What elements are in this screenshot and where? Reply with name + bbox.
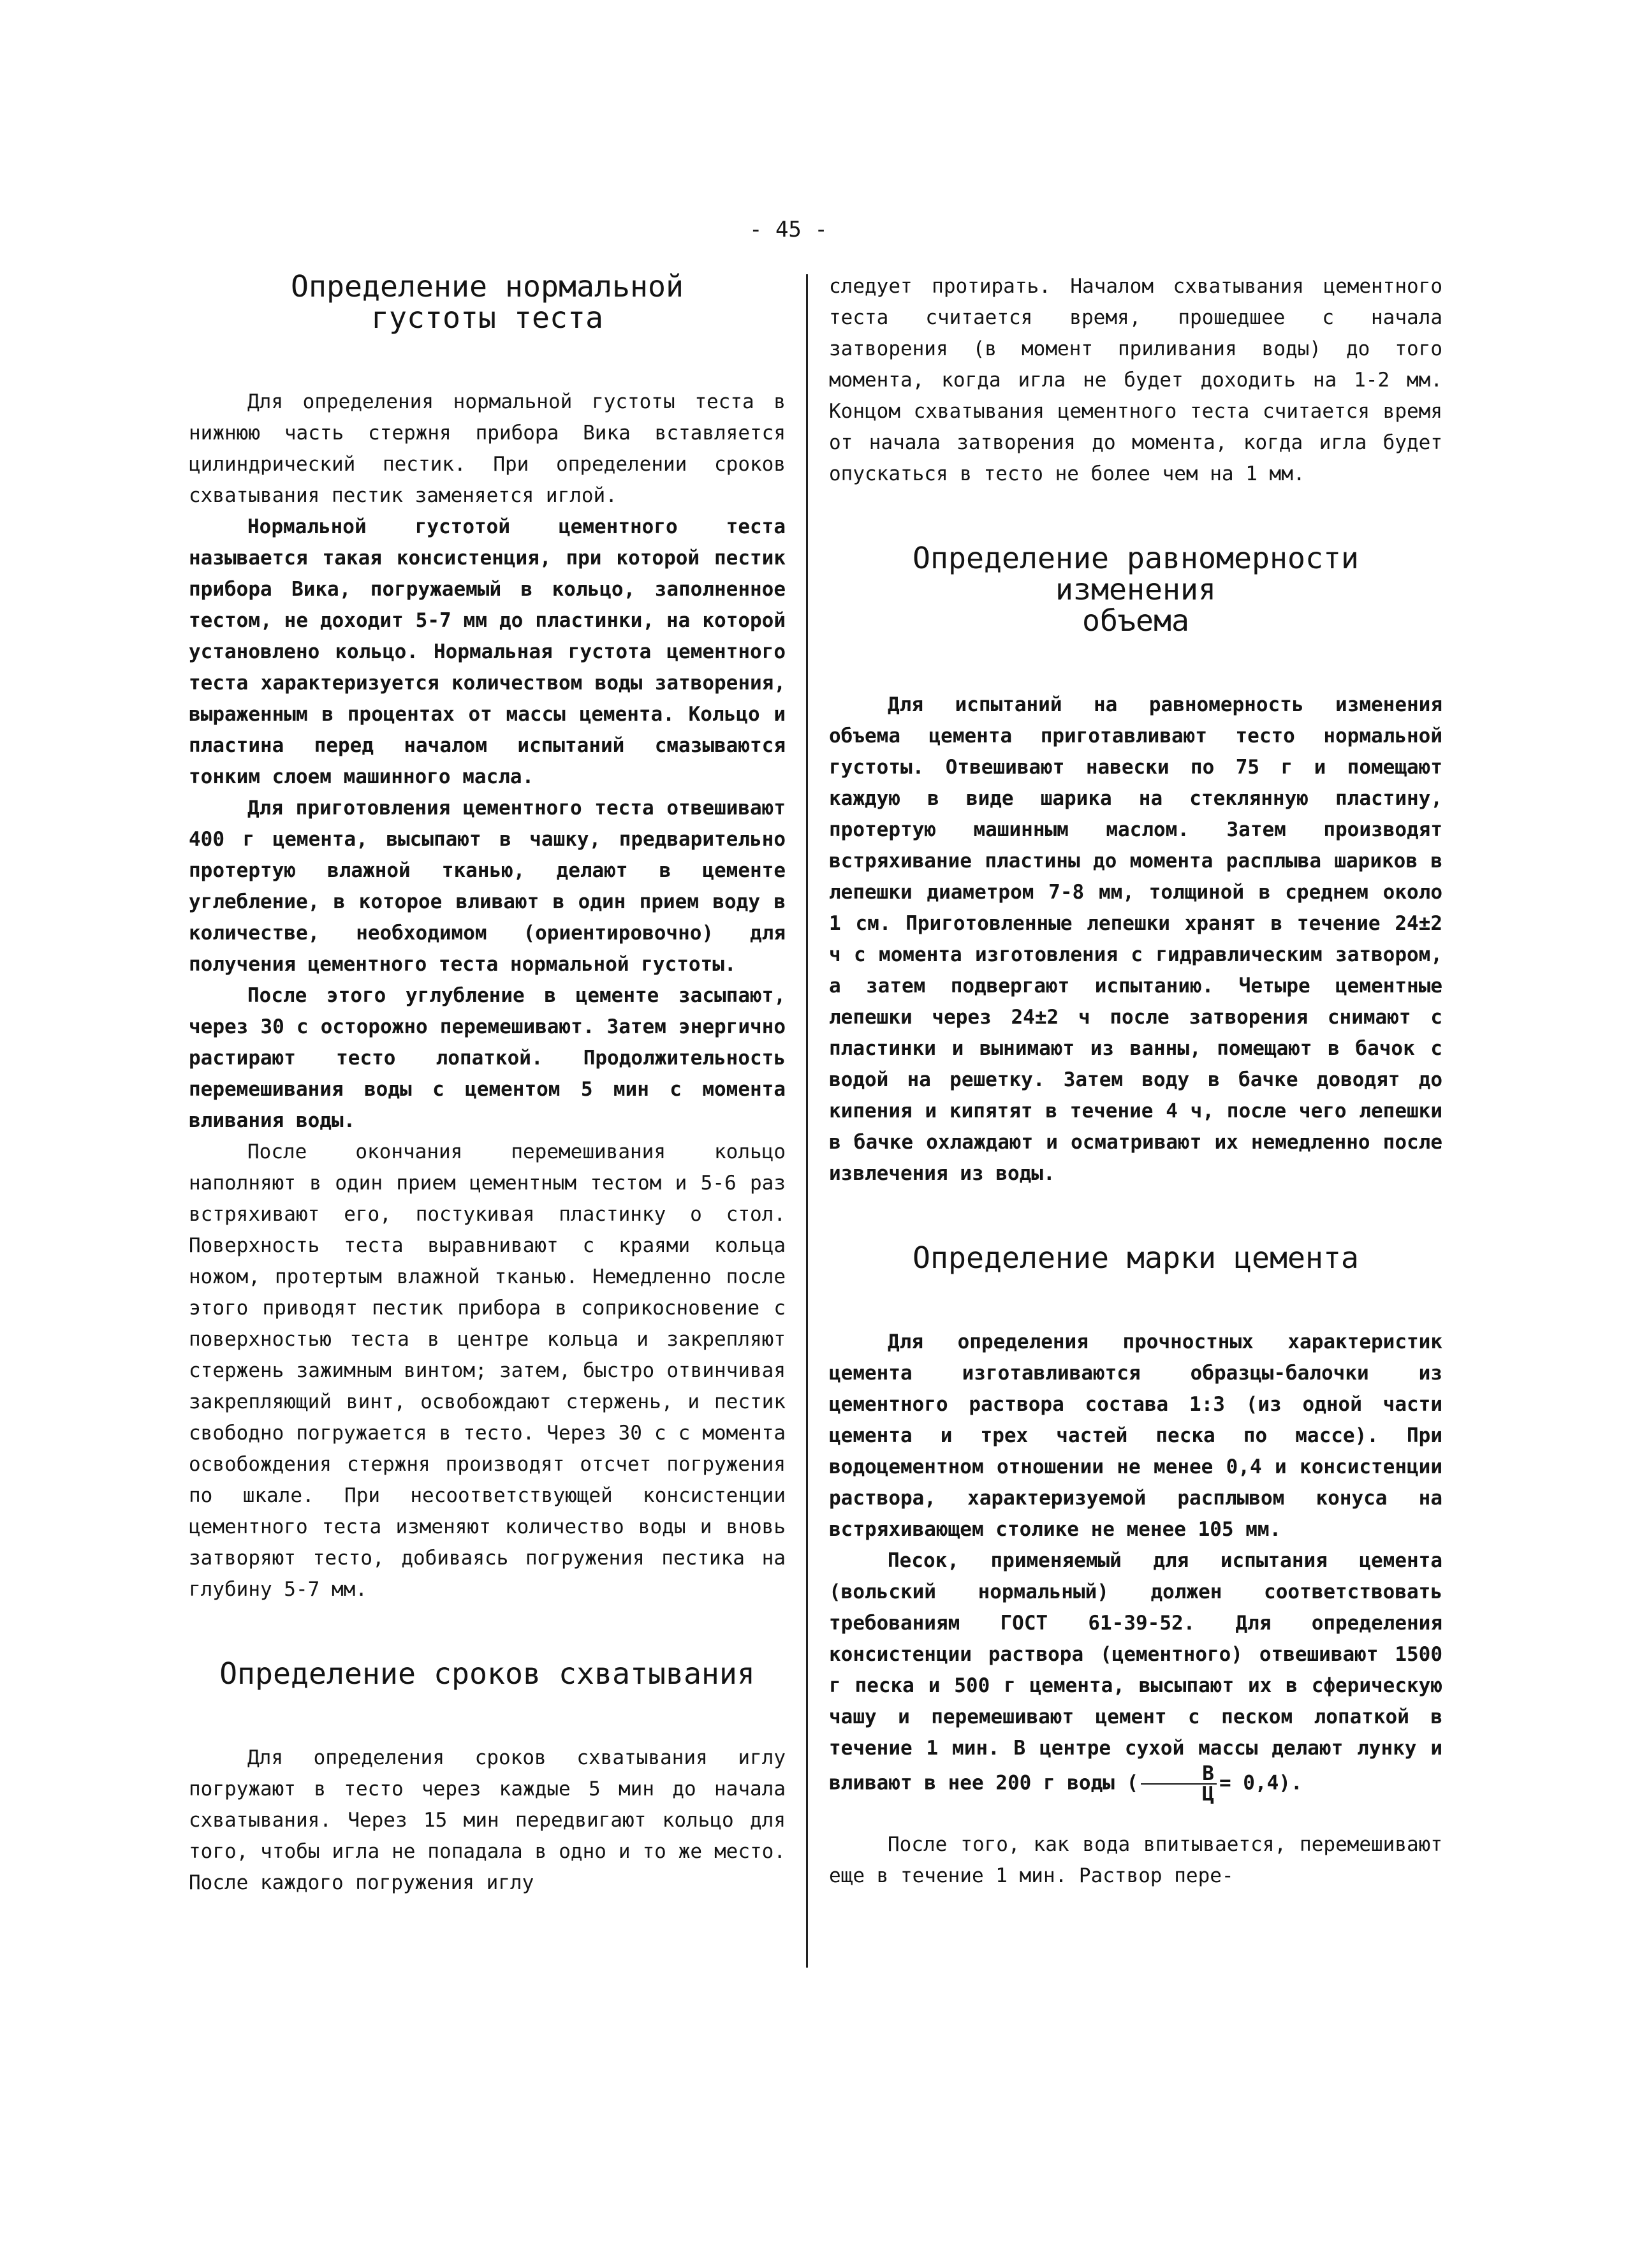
page-number: - 45 - bbox=[749, 217, 828, 242]
heading-cement-grade: Определение марки цемента bbox=[913, 1241, 1359, 1275]
fraction-denominator: Ц bbox=[1202, 1783, 1214, 1806]
heading-line: объема bbox=[1082, 603, 1189, 638]
fraction-numerator: В bbox=[1141, 1764, 1217, 1785]
paragraph: Для определения сроков схватывания иглу погружают в тесто через каждые 5 мин до начала схватывания. Через 15 мин передвигают кольцо для того, чтобы игла не попадала в одно и то же место. После каждого погружения иглу bbox=[189, 1746, 786, 1894]
fraction bbox=[1141, 1764, 1217, 1804]
left-column bbox=[189, 271, 786, 1899]
paragraph-group bbox=[829, 1829, 1442, 1892]
paragraph: После окончания перемешивания кольцо наполняют в один прием цементным тестом и 5-6 раз встряхивают его, постукивая пластинку о стол. Поверхность теста выравнивают с краями кольца ножом, протертым влажной тканью. Немедленно после этого приводят пестик прибора в соприкосновение с поверхностью теста в центре кольца и закрепляют стержень зажимным винтом; затем, быстро отвинчивая закрепляющий винт, освобождают стержень, и пестик свободно погружается в тесто. Через 30 с с момента освобождения стержня производят отсчет погружения по шкале. При несоответствующей консистенции цементного теста изменяют количество воды и вновь затворяют тесто, добиваясь погружения пестика на глубину 5-7 мм. bbox=[189, 1140, 786, 1601]
heading-setting-time: Определение сроков схватывания bbox=[219, 1656, 755, 1691]
paragraph-group bbox=[829, 689, 1442, 1189]
paragraph-group bbox=[189, 387, 786, 1605]
heading-line: Определение нормальной bbox=[291, 269, 684, 304]
paragraph: Для определения нормальной густоты теста в нижнюю часть стержня прибора Вика вставляется цилиндрический пестик. При определении сроков схватывания пестик заменяется иглой. bbox=[189, 390, 786, 507]
paragraph: Для приготовления цементного теста отвешивают 400 г цемента, высыпают в чашку, предварительно протертую влажной тканью, делают в цементе углебление, в которое вливают в один прием воду в количестве, необходимом (ориентировочно) для получения цементного теста нормальной густоты. bbox=[189, 797, 786, 976]
paragraph: После этого углубление в цементе засыпают, через 30 с осторожно перемешивают. Затем энергично растирают тесто лопаткой. Продолжительность перемешивания воды с цементом 5 мин с момента вливания воды. bbox=[189, 984, 786, 1132]
column-divider bbox=[806, 274, 808, 1968]
heading-line: Определение равномерности изменения bbox=[913, 541, 1359, 607]
right-column bbox=[829, 271, 1442, 1892]
heading-normal-density bbox=[189, 271, 786, 334]
heading-line: густоты теста bbox=[371, 300, 603, 335]
paragraph-group bbox=[829, 1327, 1442, 1804]
paragraph: следует протирать. Началом схватывания цементного теста считается время, прошедшее с начала затворения (в момент приливания воды) до того момента, когда игла не будет доходить на 1-2 мм. Концом схватывания цементного теста считается время от начала затворения до момента, когда игла будет опускаться в тесто не более чем на 1 мм. bbox=[829, 275, 1442, 485]
paragraph: Для испытаний на равномерность изменения объема цемента приготавливают тесто нормальной густоты. Отвешивают навески по 75 г и помещают каждую в виде шарика на стеклянную пластину, протертую машинным маслом. Затем производят встряхивание пластины до момента расплыва шариков в лепешки диаметром 7-8 мм, толщиной в среднем около 1 см. Приготовленные лепешки хранят в течение 24±2 ч с момента изготовления с гидравлическим затвором, а затем подвергают испытанию. Четыре цементные лепешки через 24±2 ч после затворения снимают с пластинки и вынимают из ванны, помещают в бачок с водой на решетку. Затем воду в бачке доводят до кипения и кипятят в течение 4 ч, после чего лепешки в бачке охлаждают и осматривают их немедленно после извлечения из воды. bbox=[829, 693, 1442, 1185]
text-run: Песок, применяемый для испытания цемента (вольский нормальный) должен соответствовать требованиям ГОСТ 61-39-52. Для определения консистенции раствора (цементного) отвешивают 1500 г песка и 500 г цемента, высыпают их в сферическую чашу и перемешивают цемент с песком лопаткой в течение 1 мин. В центре сухой массы делают лунку и вливают в нее 200 г воды ( bbox=[829, 1549, 1442, 1795]
paragraph-group bbox=[189, 1742, 786, 1899]
text-run: = 0,4). bbox=[1219, 1771, 1303, 1795]
paragraph: Нормальной густотой цементного теста называется такая консистенция, при которой пестик прибора Вика, погружаемый в кольцо, заполненное тестом, не доходит 5-7 мм до пластинки, на которой установлено кольцо. Нормальная густота цементного теста характеризуется количеством воды затворения, выраженным в процентах от массы цемента. Кольцо и пластина перед началом испытаний смазываются тонким слоем машинного масла. bbox=[189, 515, 786, 788]
heading-volume-uniformity bbox=[829, 543, 1442, 637]
paragraph-group bbox=[829, 271, 1442, 490]
paragraph: Для определения прочностных характеристик цемента изготавливаются образцы-балочки из цементного раствора состава 1:3 (из одной части цемента и трех частей песка по массе). При водоцементном отношении не менее 0,4 и консистенции раствора, характеризуемой расплывом конуса на встряхивающем столике не менее 105 мм. bbox=[829, 1330, 1442, 1541]
paragraph bbox=[829, 1545, 1442, 1804]
paragraph: После того, как вода впитывается, перемешивают еще в течение 1 мин. Раствор пере- bbox=[829, 1833, 1442, 1887]
